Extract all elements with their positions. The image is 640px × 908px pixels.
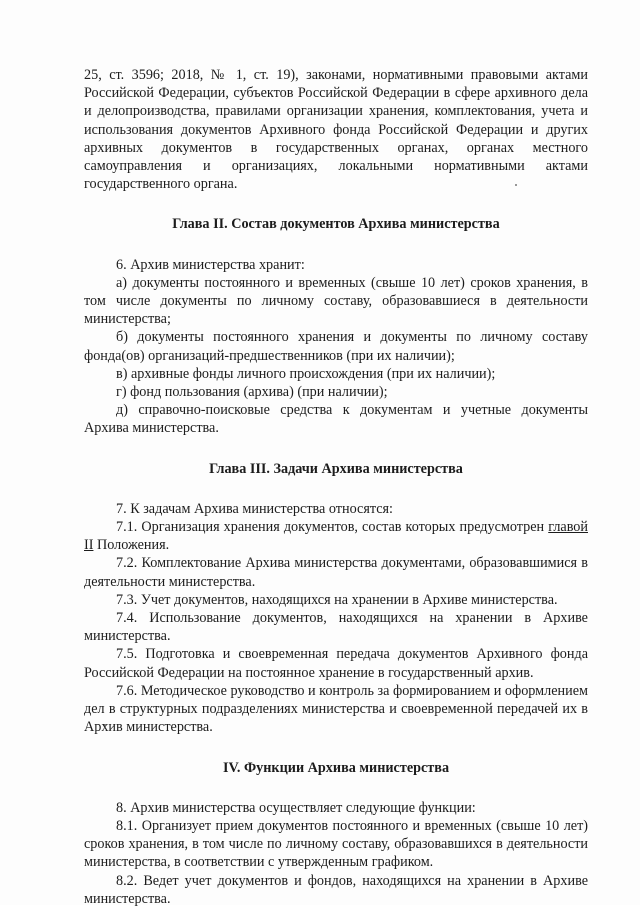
chapter-3-item: 7.2. Комплектование Архива министерства документами, образовавшимися в деятельности министерства.: [84, 555, 588, 590]
chapter-2-item: 6. Архив министерства хранит:: [116, 256, 305, 273]
chapter-4-heading: IV. Функции Архива министерства: [222, 759, 450, 776]
chapter-2-link[interactable]: главой II: [84, 519, 588, 554]
chapter-4-item: 8.1. Организует прием документов постоянного и временных (свыше 10 лет) сроков хранения, в том числе по личному составу, образовавшихся в деятельности министерства, в соответствии с утвержденным графиком.: [84, 817, 588, 871]
chapter-2-heading: Глава II. Состав документов Архива министерства: [172, 216, 500, 233]
chapter-3-item: 7.4. Использование документов, находящихся на хранении в Архиве министерства.: [84, 610, 588, 645]
chapter-2-item: б) документы постоянного хранения и документы по личному составу фонда(ов) организаций-предшественников (при их наличии);: [84, 329, 588, 364]
chapter-3-heading: Глава III. Задачи Архива министерства: [209, 460, 463, 477]
item-7-1-text-end: Положения.: [93, 537, 170, 554]
chapter-4-item: 8.2. Ведет учет документов и фондов, находящихся на хранении в Архиве министерства.: [84, 872, 588, 907]
intro-paragraph: 25, ст. 3596; 2018, № 1, ст. 19), законами, нормативными правовыми актами Российской Федерации, субъектов Российской Федерации в сфере архивного дела и делопроизводства, правилами организации хранения, комплектования, учета и использования документов Архивного фонда Российской Федерации и других архивных документов в государственных органах, органах местного самоуправления и организациях, локальными нормативными актами государственного органа.: [84, 67, 588, 193]
chapter-2-item: а) документы постоянного и временных (свыше 10 лет) сроков хранения, в том числе документы по личному составу, образовавшиеся в деятельности министерства;: [84, 274, 588, 328]
chapter-2-item: в) архивные фонды личного происхождения (при их наличии);: [116, 365, 496, 382]
chapter-3-item: 7.6. Методическое руководство и контроль за формированием и оформлением дел в структурных подразделениях министерства и своевременной передачей их в Архив министерства.: [84, 682, 588, 736]
chapter-4-item: 8. Архив министерства осуществляет следующие функции:: [116, 799, 476, 816]
document-body: [84, 66, 588, 908]
chapter-3-item: 7.5. Подготовка и своевременная передача документов Архивного фонда Российской Федерации на постоянное хранение в государственный архив.: [84, 646, 588, 681]
chapter-3-item: [84, 518, 588, 554]
chapter-3-item: 7. К задачам Архива министерства относятся:: [116, 500, 393, 517]
item-7-1-text: 7.1. Организация хранения документов, состав которых предусмотрен: [116, 519, 549, 536]
chapter-2-item: д) справочно-поисковые средства к документам и учетные документы Архива министерства.: [84, 402, 588, 437]
chapter-3-item: 7.3. Учет документов, находящихся на хранении в Архиве министерства.: [116, 591, 558, 608]
chapter-2-item: г) фонд пользования (архива) (при наличии);: [116, 384, 388, 401]
